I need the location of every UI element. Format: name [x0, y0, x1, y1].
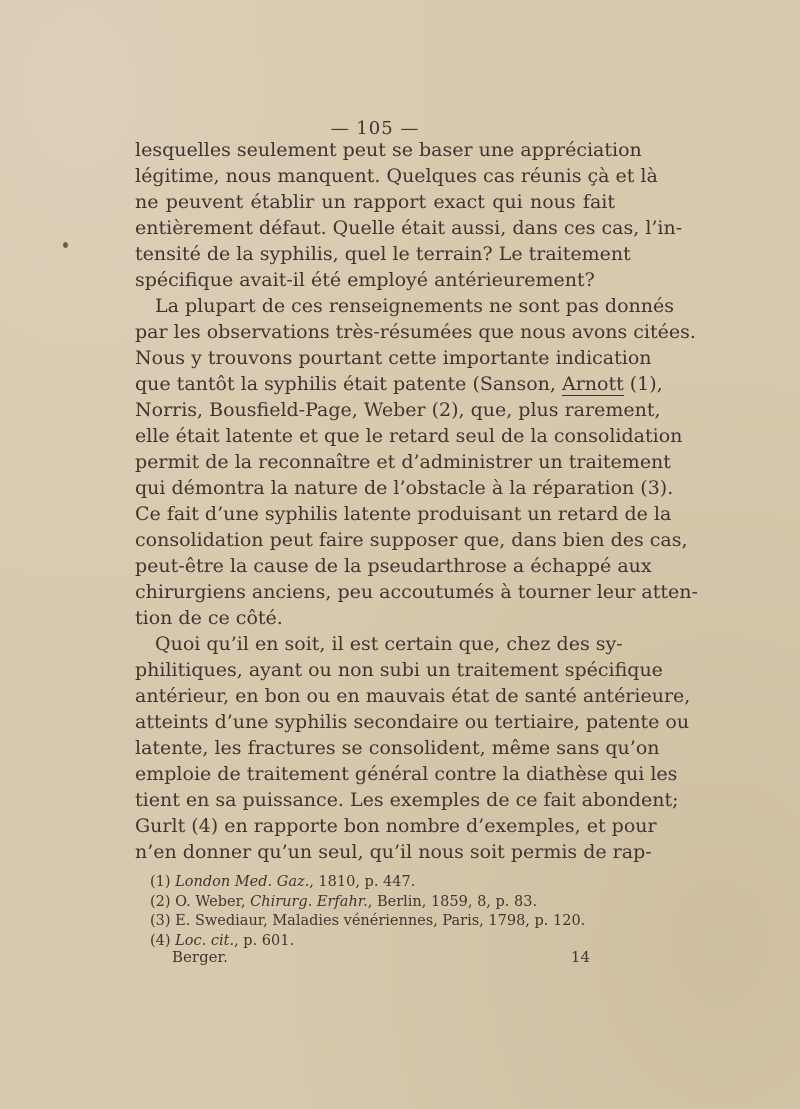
text-line: tion de ce côté. — [135, 607, 283, 629]
text-line: Norris, Bousfield-Page, Weber (2), que, plus rarement, — [135, 399, 661, 421]
footnote-title: Loc. cit. — [175, 932, 235, 949]
text-line: consolidation peut faire supposer que, dans bien des cas, — [135, 529, 688, 551]
footnote: (2) O. Weber, Chirurg. Erfahr., Berlin, 1859, 8, p. 83. — [150, 893, 538, 910]
text-line: par les observations très-résumées que nous avons citées. — [135, 321, 696, 343]
text-fragment: que tantôt la syphilis était patente (Sanson, — [135, 373, 562, 395]
footnote: (4) Loc. cit., p. 601. — [150, 932, 295, 949]
underlined-reference: Arnott — [561, 373, 624, 395]
text-line: ne peuvent établir un rapport exact qui nous fait — [135, 191, 615, 213]
text-line: permit de la reconnaître et d’administrer un traitement — [135, 451, 671, 473]
footnote-title: Chirurg. Erfahr. — [250, 893, 368, 910]
text-line: entièrement défaut. Quelle était aussi, dans ces cas, l’in- — [135, 217, 683, 239]
text-line: tient en sa puissance. Les exemples de ce fait abondent; — [135, 789, 679, 811]
text-line: lesquelles seulement peut se baser une appréciation — [135, 139, 642, 161]
text-line: Gurlt (4) en rapporte bon nombre d’exemples, et pour — [135, 815, 657, 837]
signature-sheet-number: 14 — [570, 948, 590, 966]
footnote-title: London Med. Gaz. — [175, 874, 310, 890]
text-line: atteints d’une syphilis secondaire ou tertiaire, patente ou — [135, 711, 690, 733]
text-line: Nous y trouvons pourtant cette importante indication — [135, 347, 652, 369]
footnote: (3) E. Swediaur, Maladies vénériennes, Paris, 1798, p. 120. — [150, 913, 586, 929]
text-line: La plupart de ces renseignements ne sont pas donnés — [155, 295, 675, 317]
text-line: Ce fait d’une syphilis latente produisant un retard de la — [135, 503, 672, 525]
text-line: tensité de la syphilis, quel le terrain? Le traitement — [135, 243, 631, 265]
text-line: n’en donner qu’un seul, qu’il nous soit permis de rap- — [135, 841, 652, 863]
footnotes — [150, 873, 590, 951]
text-line: elle était latente et que le retard seul de la consolidation — [135, 425, 683, 447]
text-line: chirurgiens anciens, peu accoutumés à tourner leur atten- — [135, 581, 698, 603]
text-line: Quoi qu’il en soit, il est certain que, chez des sy- — [155, 633, 623, 655]
footnote: (1) London Med. Gaz., 1810, p. 447. — [150, 874, 416, 890]
text-line: latente, les fractures se consolident, même sans qu’on — [135, 737, 660, 759]
text-line: peut-être la cause de la pseudarthrose a échappé aux — [135, 555, 652, 577]
printer-signature — [172, 947, 590, 967]
reference-suffix: (1), — [623, 373, 663, 395]
body-text — [135, 137, 698, 865]
text-line-with-reference — [135, 371, 663, 397]
text-line: spécifique avait-il été employé antérieurement? — [135, 269, 595, 291]
text-line: philitiques, ayant ou non subi un traitement spécifique — [135, 659, 663, 681]
text-line: légitime, nous manquent. Quelques cas réunis çà et là — [135, 165, 658, 187]
ink-speck — [63, 242, 68, 248]
text-line: emploie de traitement général contre la diathèse qui les — [135, 763, 678, 785]
text-line: antérieur, en bon ou en mauvais état de santé antérieure, — [135, 685, 691, 707]
text-line: qui démontra la nature de l’obstacle à la réparation (3). — [135, 477, 674, 499]
page-number: — 105 — — [330, 118, 420, 139]
signature-author: Berger. — [172, 948, 228, 966]
